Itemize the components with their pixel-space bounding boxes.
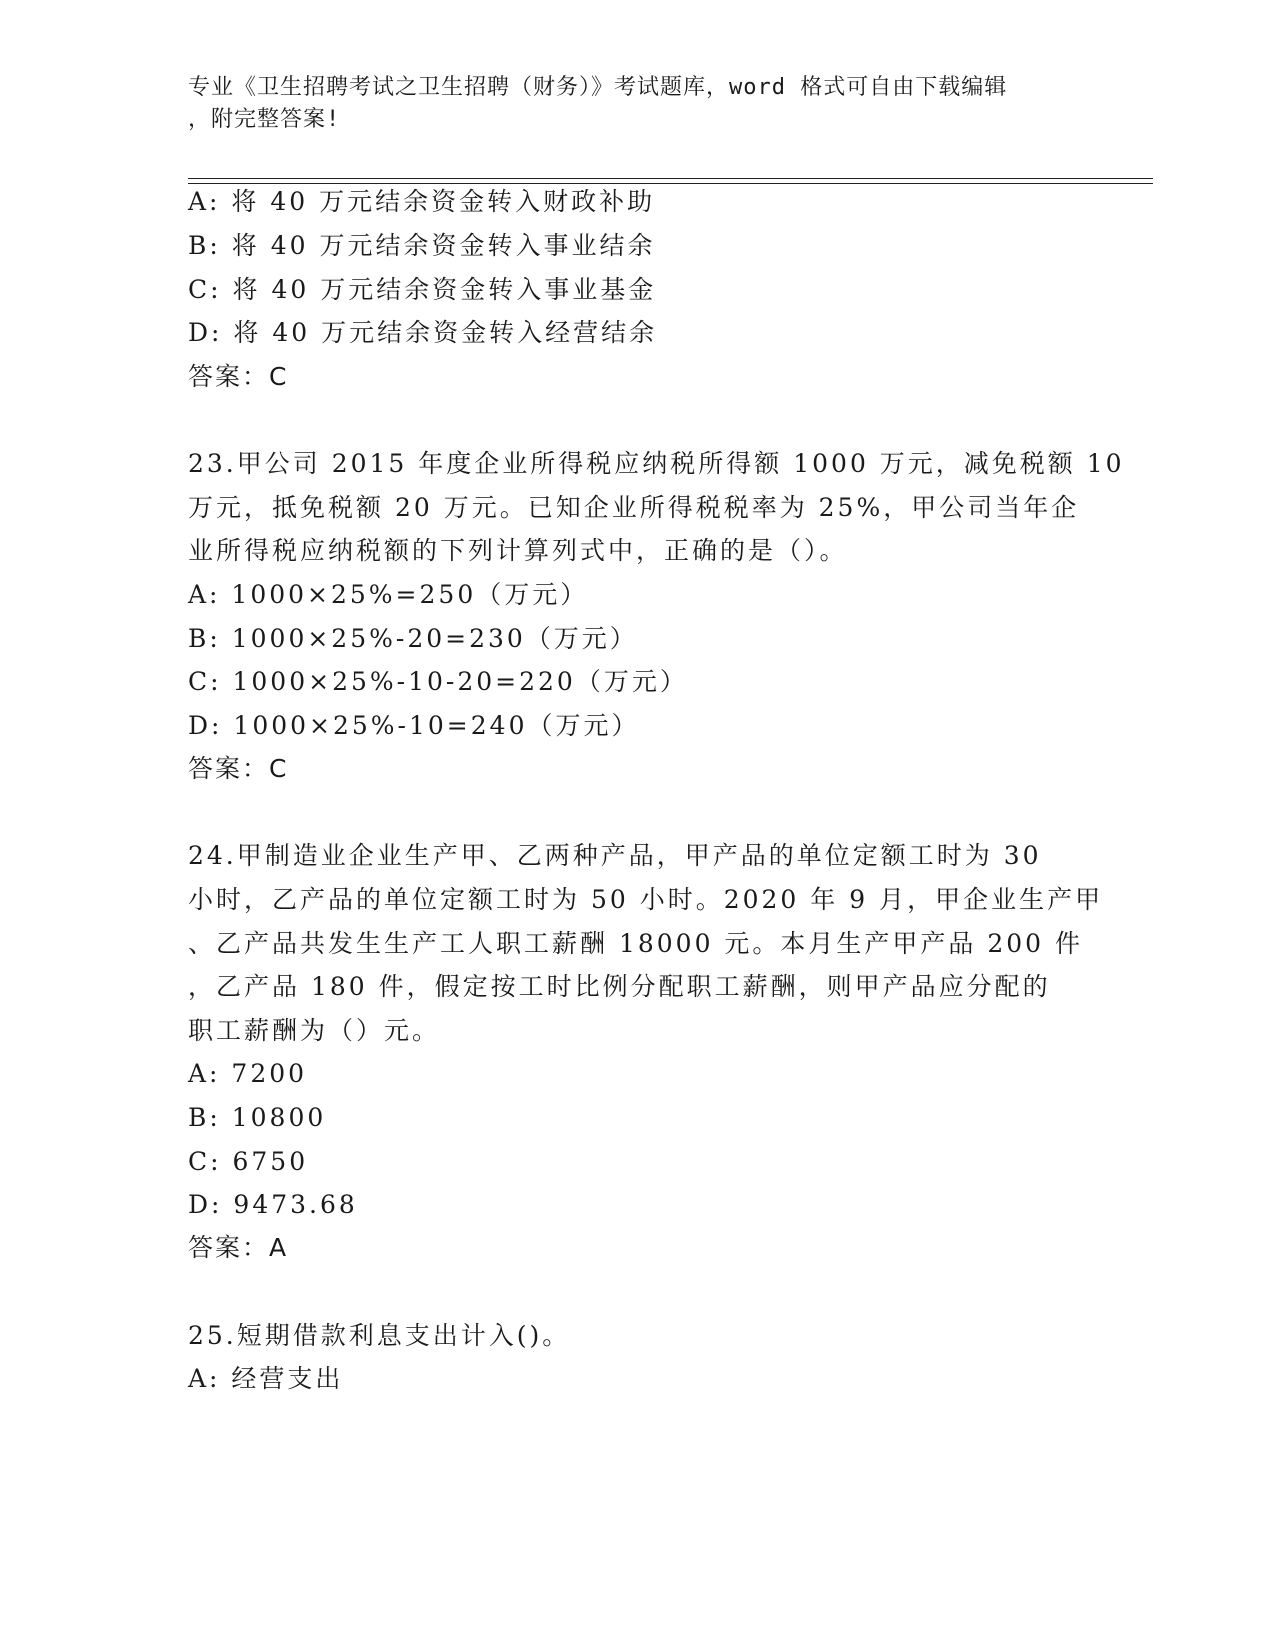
q23-option-b: B: 1000×25%-20=230（万元） [188, 624, 638, 653]
q24-option-a: A: 7200 [188, 1059, 308, 1088]
q24-answer: 答案：A [188, 1233, 289, 1262]
q22-option-b: B: 将 40 万元结余资金转入事业结余 [188, 231, 656, 260]
q22-option-d: D: 将 40 万元结余资金转入经营结余 [188, 318, 658, 347]
q23-stem-line-1: 23.甲公司 2015 年度企业所得税应纳税所得额 1000 万元，减免税额 10 [188, 449, 1125, 478]
header-divider-top [188, 178, 1153, 179]
q24-option-c: C: 6750 [188, 1147, 309, 1176]
header-line-2: ，附完整答案! [188, 107, 341, 132]
header-line-1: 专业《卫生招聘考试之卫生招聘（财务）》考试题库，word 格式可自由下载编辑 [188, 75, 1008, 100]
q25-stem: 25.短期借款利息支出计入()。 [188, 1321, 571, 1350]
q24-stem-line-3: 、乙产品共发生生产工人职工薪酬 18000 元。本月生产甲产品 200 件 [188, 929, 1084, 958]
q22-answer: 答案：C [188, 362, 289, 391]
document-header [188, 72, 1068, 136]
q24-stem-line-1: 24.甲制造业企业生产甲、乙两种产品，甲产品的单位定额工时为 30 [188, 841, 1042, 870]
q23-answer: 答案：C [188, 754, 289, 783]
q23-option-c: C: 1000×25%-10-20=220（万元） [188, 667, 688, 696]
q24-stem-line-5: 职工薪酬为（）元。 [188, 1016, 441, 1045]
q23-option-d: D: 1000×25%-10=240（万元） [188, 711, 640, 740]
q24-stem-line-4: ，乙产品 180 件，假定按工时比例分配职工薪酬，则甲产品应分配的 [188, 972, 1051, 1001]
q25-option-a: A: 经营支出 [188, 1364, 344, 1393]
q23-stem-line-3: 业所得税应纳税额的下列计算列式中，正确的是（）。 [188, 536, 848, 565]
q24-stem-line-2: 小时，乙产品的单位定额工时为 50 小时。2020 年 9 月，甲企业生产甲 [188, 885, 1104, 914]
q22-option-c: C: 将 40 万元结余资金转入事业基金 [188, 275, 657, 304]
q23-option-a: A: 1000×25%=250（万元） [188, 580, 589, 609]
q23-stem-line-2: 万元，抵免税额 20 万元。已知企业所得税税率为 25%，甲公司当年企 [188, 493, 1080, 522]
q22-option-a: A: 将 40 万元结余资金转入财政补助 [188, 187, 656, 216]
q24-option-b: B: 10800 [188, 1103, 327, 1132]
q24-option-d: D: 9473.68 [188, 1190, 358, 1219]
